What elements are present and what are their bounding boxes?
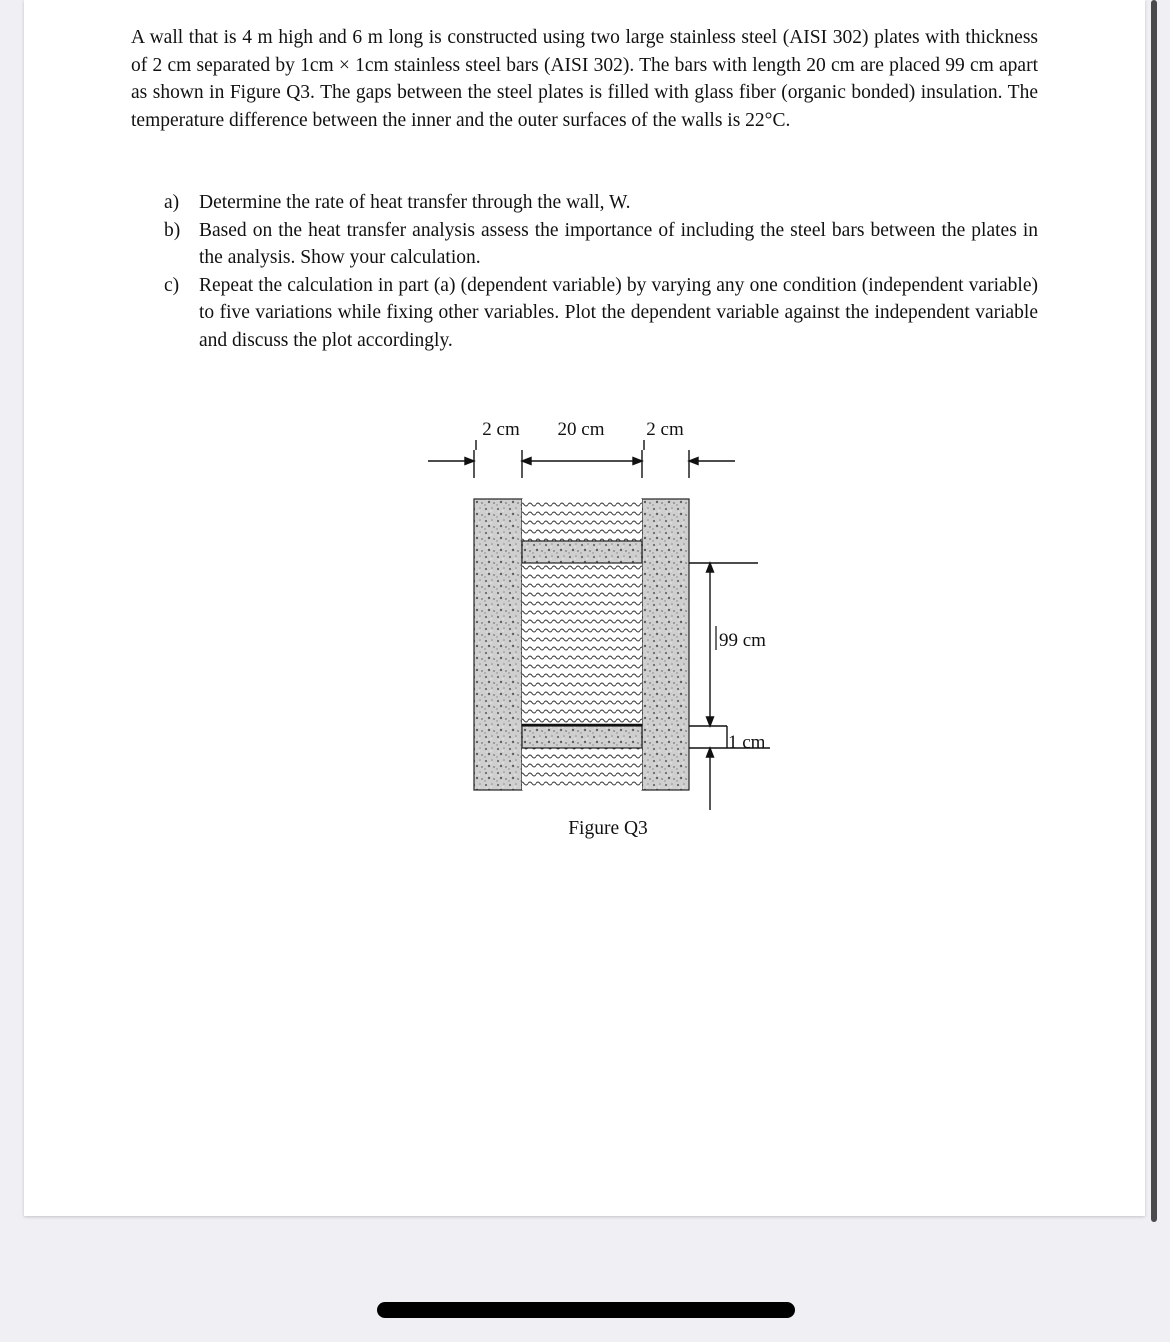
question-label: c) <box>164 274 180 296</box>
dim-label-right-plate: 2 cm <box>646 419 684 440</box>
question-item <box>164 272 1038 355</box>
document-page <box>24 0 1145 1216</box>
question-label: b) <box>164 219 181 241</box>
steel-bar-upper <box>522 541 642 563</box>
question-text: Repeat the calculation in part (a) (dependent variable) by varying any one condition (independent variable) to five variations while fixing other variables. Plot the dependent variable against the independent variable and discuss the plot accordingly. <box>199 274 1038 351</box>
problem-intro: A wall that is 4 m high and 6 m long is constructed using two large stainless steel (AISI 302) plates with thickness of 2 cm separated by 1cm × 1cm stainless steel bars (AISI 302). The bars with length 20 cm are placed 99 cm apart as shown in Figure Q3. The gaps between the steel plates is filled with glass fiber (organic bonded) insulation. The temperature difference between the inner and the outer surfaces of the walls is 22°C. <box>131 27 1038 131</box>
question-text: Based on the heat transfer analysis assess the importance of including the steel bars between the plates in the analysis. Show your calculation. <box>199 219 1038 269</box>
figure-caption: Figure Q3 <box>568 818 648 839</box>
question-text: Determine the rate of heat transfer through the wall, W. <box>199 192 631 213</box>
wall-cross-section-figure <box>424 410 784 810</box>
dim-label-bar: 1 cm <box>728 732 766 753</box>
dim-label-spacing: 99 cm <box>719 630 766 651</box>
question-label: a) <box>164 192 180 213</box>
dim-label-gap: 20 cm <box>557 419 605 440</box>
top-dimension-lines <box>428 440 735 478</box>
left-steel-plate <box>474 499 522 790</box>
spacing-dimension <box>689 563 770 810</box>
question-item <box>164 189 1038 217</box>
steel-bar-lower <box>522 726 642 748</box>
vertical-scrollbar[interactable] <box>1151 0 1157 1222</box>
right-steel-plate <box>642 499 689 790</box>
home-indicator[interactable] <box>377 1302 795 1318</box>
dim-label-left-plate: 2 cm <box>482 419 520 440</box>
question-list <box>164 189 1038 355</box>
wall-diagram <box>424 410 784 810</box>
question-item <box>164 217 1038 272</box>
